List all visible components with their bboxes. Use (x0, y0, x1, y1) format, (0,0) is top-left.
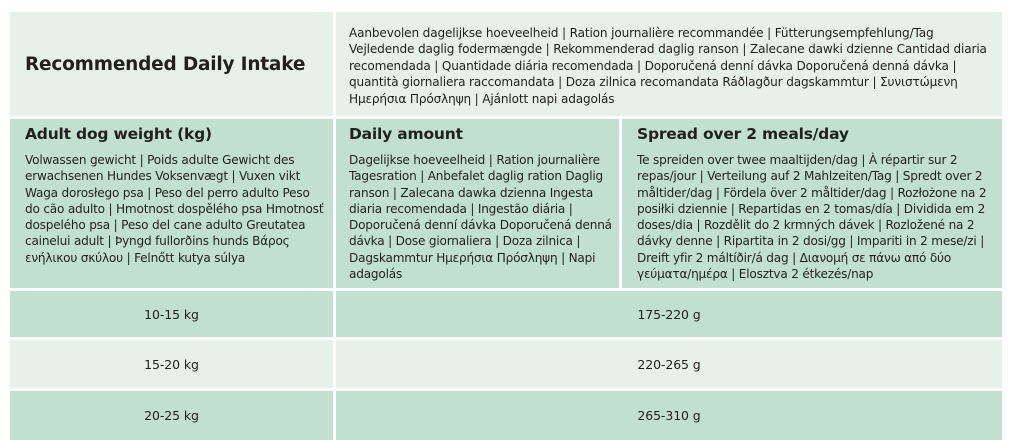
row-amount-1: 175-220 g (336, 291, 1002, 337)
row-weight-2: 15-20 kg (10, 340, 333, 388)
feeding-table (10, 12, 1000, 433)
column-title-meals: Spread over 2 meals/day (637, 125, 849, 143)
row-weight-3: 20-25 kg (10, 391, 333, 440)
column-title-weight: Adult dog weight (kg) (25, 125, 212, 143)
table-title: Recommended Daily Intake (10, 12, 333, 116)
column-translations-meals: Te spreiden over twee maaltijden/dag | À répartir sur 2 repas/jour | Verteilung auf 2 Mahlzeiten/Tag | Spredt over 2 måltider/dag | Fördela över 2 måltider/dag | Rozłożone na 2 posiłki dziennie | Repartidas en 2 tomas/día | Dividida em 2 doses/dia | Rozdělit do 2 krmných dávek | Rozložené na 2 dávky denne | Ripartita in 2 dosi/gg | Impariti in 2 mese/zi | Dreift yfir 2 máltíðir/á dag | Διανομή σε πάνω από δύο γεύματα/ημέρα | Elosztva 2 étkezés/nap (637, 153, 987, 282)
column-title-daily-amount: Daily amount (349, 125, 463, 143)
column-translations-weight: Volwassen gewicht | Poids adulte Gewicht des erwachsenen Hundes Voksenvægt | Vuxen vikt Waga dorosłego psa | Peso del perro adulto Peso do cão adulto | Hmotnost dospělého psa Hmotnosť dospelého psa | Peso del cane adulto Greutatea cainelui adult | Þyngd fullorðins hunds Βάρος ενήλικου σκύλου | Felnőtt kutya súlya (25, 153, 324, 265)
title-translations: Aanbevolen dagelijkse hoeveelheid | Ration journalière recommandée | Fütterungsempfehlung/Tag Vejledende daglig fodermængde | Rekommenderad daglig ranson | Zalecane dawki dzienne Cantidad diaria recomendada | Quantidade diária recomendada | Doporučená denní dávka Doporučená denná dávka | quantità giornaliera raccomandata | Doza zilnica recomandata Ráðlagður dagskammtur | Συνιστώμενη Ημερήσια Πρόσληψη | Ajánlott napi adagolás (336, 12, 1002, 116)
row-amount-3: 265-310 g (336, 391, 1002, 440)
column-header-daily-amount (336, 119, 619, 288)
column-translations-daily-amount: Dagelijkse hoeveelheid | Ration journalière Tagesration | Anbefalet daglig ration Daglig ranson | Zalecana dawka dzienna Ingesta diaria recomendada | Ingestão diária | Doporučená denní dávka Doporučená denná dávka | Dose giornaliera | Doza zilnica | Dagskammtur Ημερήσια Πρόσληψη | Napi adagolás (349, 153, 612, 282)
column-header-meals (622, 119, 1002, 288)
row-amount-2: 220-265 g (336, 340, 1002, 388)
row-weight-1: 10-15 kg (10, 291, 333, 337)
column-header-weight (10, 119, 333, 288)
